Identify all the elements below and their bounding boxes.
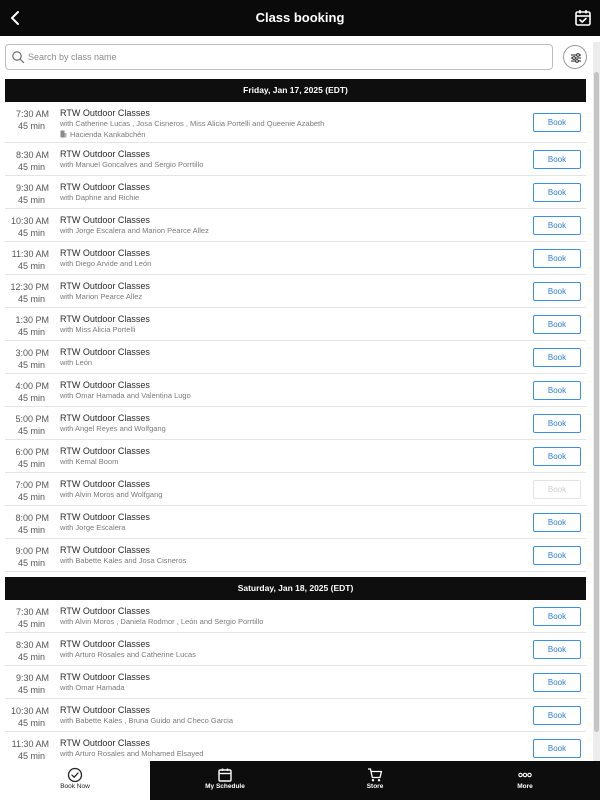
check-circle-icon	[66, 766, 84, 784]
book-button[interactable]: Book	[533, 480, 581, 499]
class-time: 9:00 PM	[15, 546, 49, 556]
class-name: RTW Outdoor Classes	[60, 413, 150, 423]
class-time: 4:00 PM	[15, 381, 49, 391]
class-instructors: with Daphne and Richie	[60, 193, 140, 202]
class-name: RTW Outdoor Classes	[60, 512, 150, 522]
class-duration: 45 min	[17, 751, 45, 761]
book-button[interactable]: Book	[533, 315, 581, 334]
day-header: Friday, Jan 17, 2025 (EDT)	[5, 79, 586, 102]
class-instructors: with Miss Alicia Portelli	[60, 325, 136, 334]
class-time: 9:30 AM	[15, 183, 49, 193]
day-section	[0, 577, 600, 761]
book-button[interactable]: Book	[533, 706, 581, 725]
class-instructors: with Jorge Escalera and Marion Pearce Allez	[60, 226, 209, 235]
tab-book-now[interactable]	[0, 761, 150, 800]
class-name: RTW Outdoor Classes	[60, 380, 150, 390]
class-instructors: with Angel Reyes and Wolfgang	[60, 424, 166, 433]
class-row	[5, 539, 586, 572]
class-name: RTW Outdoor Classes	[60, 672, 150, 682]
class-name: RTW Outdoor Classes	[60, 545, 150, 555]
class-instructors: with León	[60, 358, 93, 367]
class-duration: 45 min	[17, 685, 45, 695]
class-time: 7:30 AM	[15, 109, 49, 119]
class-row	[5, 633, 586, 666]
class-instructors: with Omar Hamada and Valentina Lugo	[60, 391, 191, 400]
book-button[interactable]: Book	[533, 414, 581, 433]
class-row	[5, 102, 586, 143]
class-instructors: with Arturo Rosales and Catherine Lucas	[60, 650, 196, 659]
class-instructors: with Kemal Boom	[60, 457, 119, 466]
class-instructors: with Alvin Moros , Daniela Rodmor , León and Sergio Porrtillo	[60, 617, 264, 626]
more-icon	[516, 766, 534, 784]
class-instructors: with Jorge Escalera	[60, 523, 126, 532]
class-time: 5:00 PM	[15, 414, 49, 424]
class-duration: 45 min	[17, 393, 45, 403]
class-time: 3:00 PM	[15, 348, 49, 358]
class-duration: 45 min	[17, 162, 45, 172]
class-instructors: with Catherine Lucas , Josa Cisneros , Miss Alicia Portelli and Queenie Azabeth	[60, 119, 325, 128]
class-name: RTW Outdoor Classes	[60, 446, 150, 456]
class-duration: 45 min	[17, 294, 45, 304]
class-location	[60, 130, 145, 139]
search-box[interactable]	[5, 44, 553, 70]
class-schedule-list[interactable]	[0, 78, 600, 761]
class-instructors: with Omar Hamada	[60, 683, 125, 692]
class-duration: 45 min	[17, 121, 45, 131]
book-button[interactable]: Book	[533, 607, 581, 626]
class-name: RTW Outdoor Classes	[60, 639, 150, 649]
calendar-check-icon[interactable]	[573, 8, 593, 28]
class-instructors: with Manuel Goncalves and Sergio Porrtillo	[60, 160, 204, 169]
book-button[interactable]: Book	[533, 249, 581, 268]
tab-more[interactable]	[450, 761, 600, 800]
class-row	[5, 341, 586, 374]
class-duration: 45 min	[17, 228, 45, 238]
class-name: RTW Outdoor Classes	[60, 606, 150, 616]
filter-sliders-icon	[569, 51, 583, 65]
class-time: 8:30 AM	[15, 640, 49, 650]
tab-label: More	[517, 783, 533, 790]
class-duration: 45 min	[17, 619, 45, 629]
class-instructors: with Marion Pearce Allez	[60, 292, 143, 301]
tab-label: My Schedule	[205, 783, 245, 790]
class-duration: 45 min	[17, 652, 45, 662]
day-section	[0, 79, 600, 572]
class-duration: 45 min	[17, 426, 45, 436]
tab-label: Book Now	[60, 783, 90, 790]
book-button[interactable]: Book	[533, 113, 581, 132]
scrollbar[interactable]	[593, 42, 600, 761]
class-name: RTW Outdoor Classes	[60, 149, 150, 159]
tab-my-schedule[interactable]	[150, 761, 300, 800]
class-time: 10:30 AM	[10, 706, 49, 716]
class-time: 11:30 AM	[11, 739, 49, 749]
filter-button[interactable]	[563, 45, 587, 69]
class-row	[5, 506, 586, 539]
class-instructors: with Arturo Rosales and Mohamed Elsayed	[60, 749, 204, 758]
class-name: RTW Outdoor Classes	[60, 248, 150, 258]
class-duration: 45 min	[17, 261, 45, 271]
class-name: RTW Outdoor Classes	[60, 314, 150, 324]
class-name: RTW Outdoor Classes	[60, 479, 150, 489]
bottom-tab-bar	[0, 761, 600, 800]
class-name: RTW Outdoor Classes	[60, 182, 150, 192]
class-time: 11:30 AM	[11, 249, 49, 259]
building-icon	[60, 130, 67, 138]
class-row	[5, 275, 586, 308]
class-duration: 45 min	[17, 525, 45, 535]
class-time: 10:30 AM	[10, 216, 49, 226]
search-row	[0, 36, 600, 78]
class-row	[5, 732, 586, 761]
class-time: 8:00 PM	[15, 513, 49, 523]
book-button[interactable]: Book	[533, 381, 581, 400]
class-row	[5, 600, 586, 633]
class-duration: 45 min	[17, 195, 45, 205]
class-row	[5, 666, 586, 699]
class-row	[5, 473, 586, 506]
page-title: Class booking	[255, 10, 345, 25]
class-instructors: with Babette Kales , Bruna Guido and Checo Garcia	[60, 716, 234, 725]
class-row	[5, 407, 586, 440]
class-row	[5, 374, 586, 407]
class-duration: 45 min	[17, 558, 45, 568]
cart-icon	[366, 766, 384, 784]
calendar-icon	[216, 766, 234, 784]
book-button[interactable]: Book	[533, 216, 581, 235]
class-name: RTW Outdoor Classes	[60, 347, 150, 357]
class-name: RTW Outdoor Classes	[60, 281, 150, 291]
book-button[interactable]: Book	[533, 150, 581, 169]
class-duration: 45 min	[17, 327, 45, 337]
book-button[interactable]: Book	[533, 282, 581, 301]
class-duration: 45 min	[17, 360, 45, 370]
class-time: 7:00 PM	[15, 480, 49, 490]
class-row	[5, 308, 586, 341]
class-row	[5, 242, 586, 275]
day-header: Saturday, Jan 18, 2025 (EDT)	[5, 577, 586, 600]
class-time: 9:30 AM	[15, 673, 49, 683]
class-duration: 45 min	[17, 718, 45, 728]
book-button[interactable]: Book	[533, 513, 581, 532]
class-row	[5, 209, 586, 242]
class-name: RTW Outdoor Classes	[60, 108, 150, 118]
book-button[interactable]: Book	[533, 348, 581, 367]
class-duration: 45 min	[17, 492, 45, 502]
class-time: 8:30 AM	[15, 150, 49, 160]
search-input[interactable]	[28, 48, 548, 66]
class-name: RTW Outdoor Classes	[60, 738, 150, 748]
class-time: 12:30 PM	[10, 282, 49, 292]
top-bar	[0, 0, 600, 36]
class-row	[5, 440, 586, 473]
book-button[interactable]: Book	[533, 673, 581, 692]
class-time: 1:30 PM	[15, 315, 49, 325]
class-row	[5, 176, 586, 209]
class-name: RTW Outdoor Classes	[60, 705, 150, 715]
class-duration: 45 min	[17, 459, 45, 469]
tab-store[interactable]	[300, 761, 450, 800]
class-time: 7:30 AM	[15, 607, 49, 617]
book-button[interactable]: Book	[533, 447, 581, 466]
search-icon	[11, 50, 25, 64]
class-time: 6:00 PM	[15, 447, 49, 457]
tab-label: Store	[366, 783, 384, 790]
class-instructors: with Babette Kales and Josa Cisneros	[60, 556, 187, 565]
book-button[interactable]: Book	[533, 739, 581, 758]
class-name: RTW Outdoor Classes	[60, 215, 150, 225]
book-button[interactable]: Book	[533, 640, 581, 659]
book-button[interactable]: Book	[533, 183, 581, 202]
class-instructors: with Alvin Moros and Wolfgang	[60, 490, 163, 499]
class-row	[5, 699, 586, 732]
class-location-label: Hacienda Kankabchén	[70, 130, 146, 139]
class-row	[5, 143, 586, 176]
book-button[interactable]: Book	[533, 546, 581, 565]
class-instructors: with Diego Arvide and León	[60, 259, 152, 268]
scrollbar-thumb[interactable]	[594, 72, 599, 732]
